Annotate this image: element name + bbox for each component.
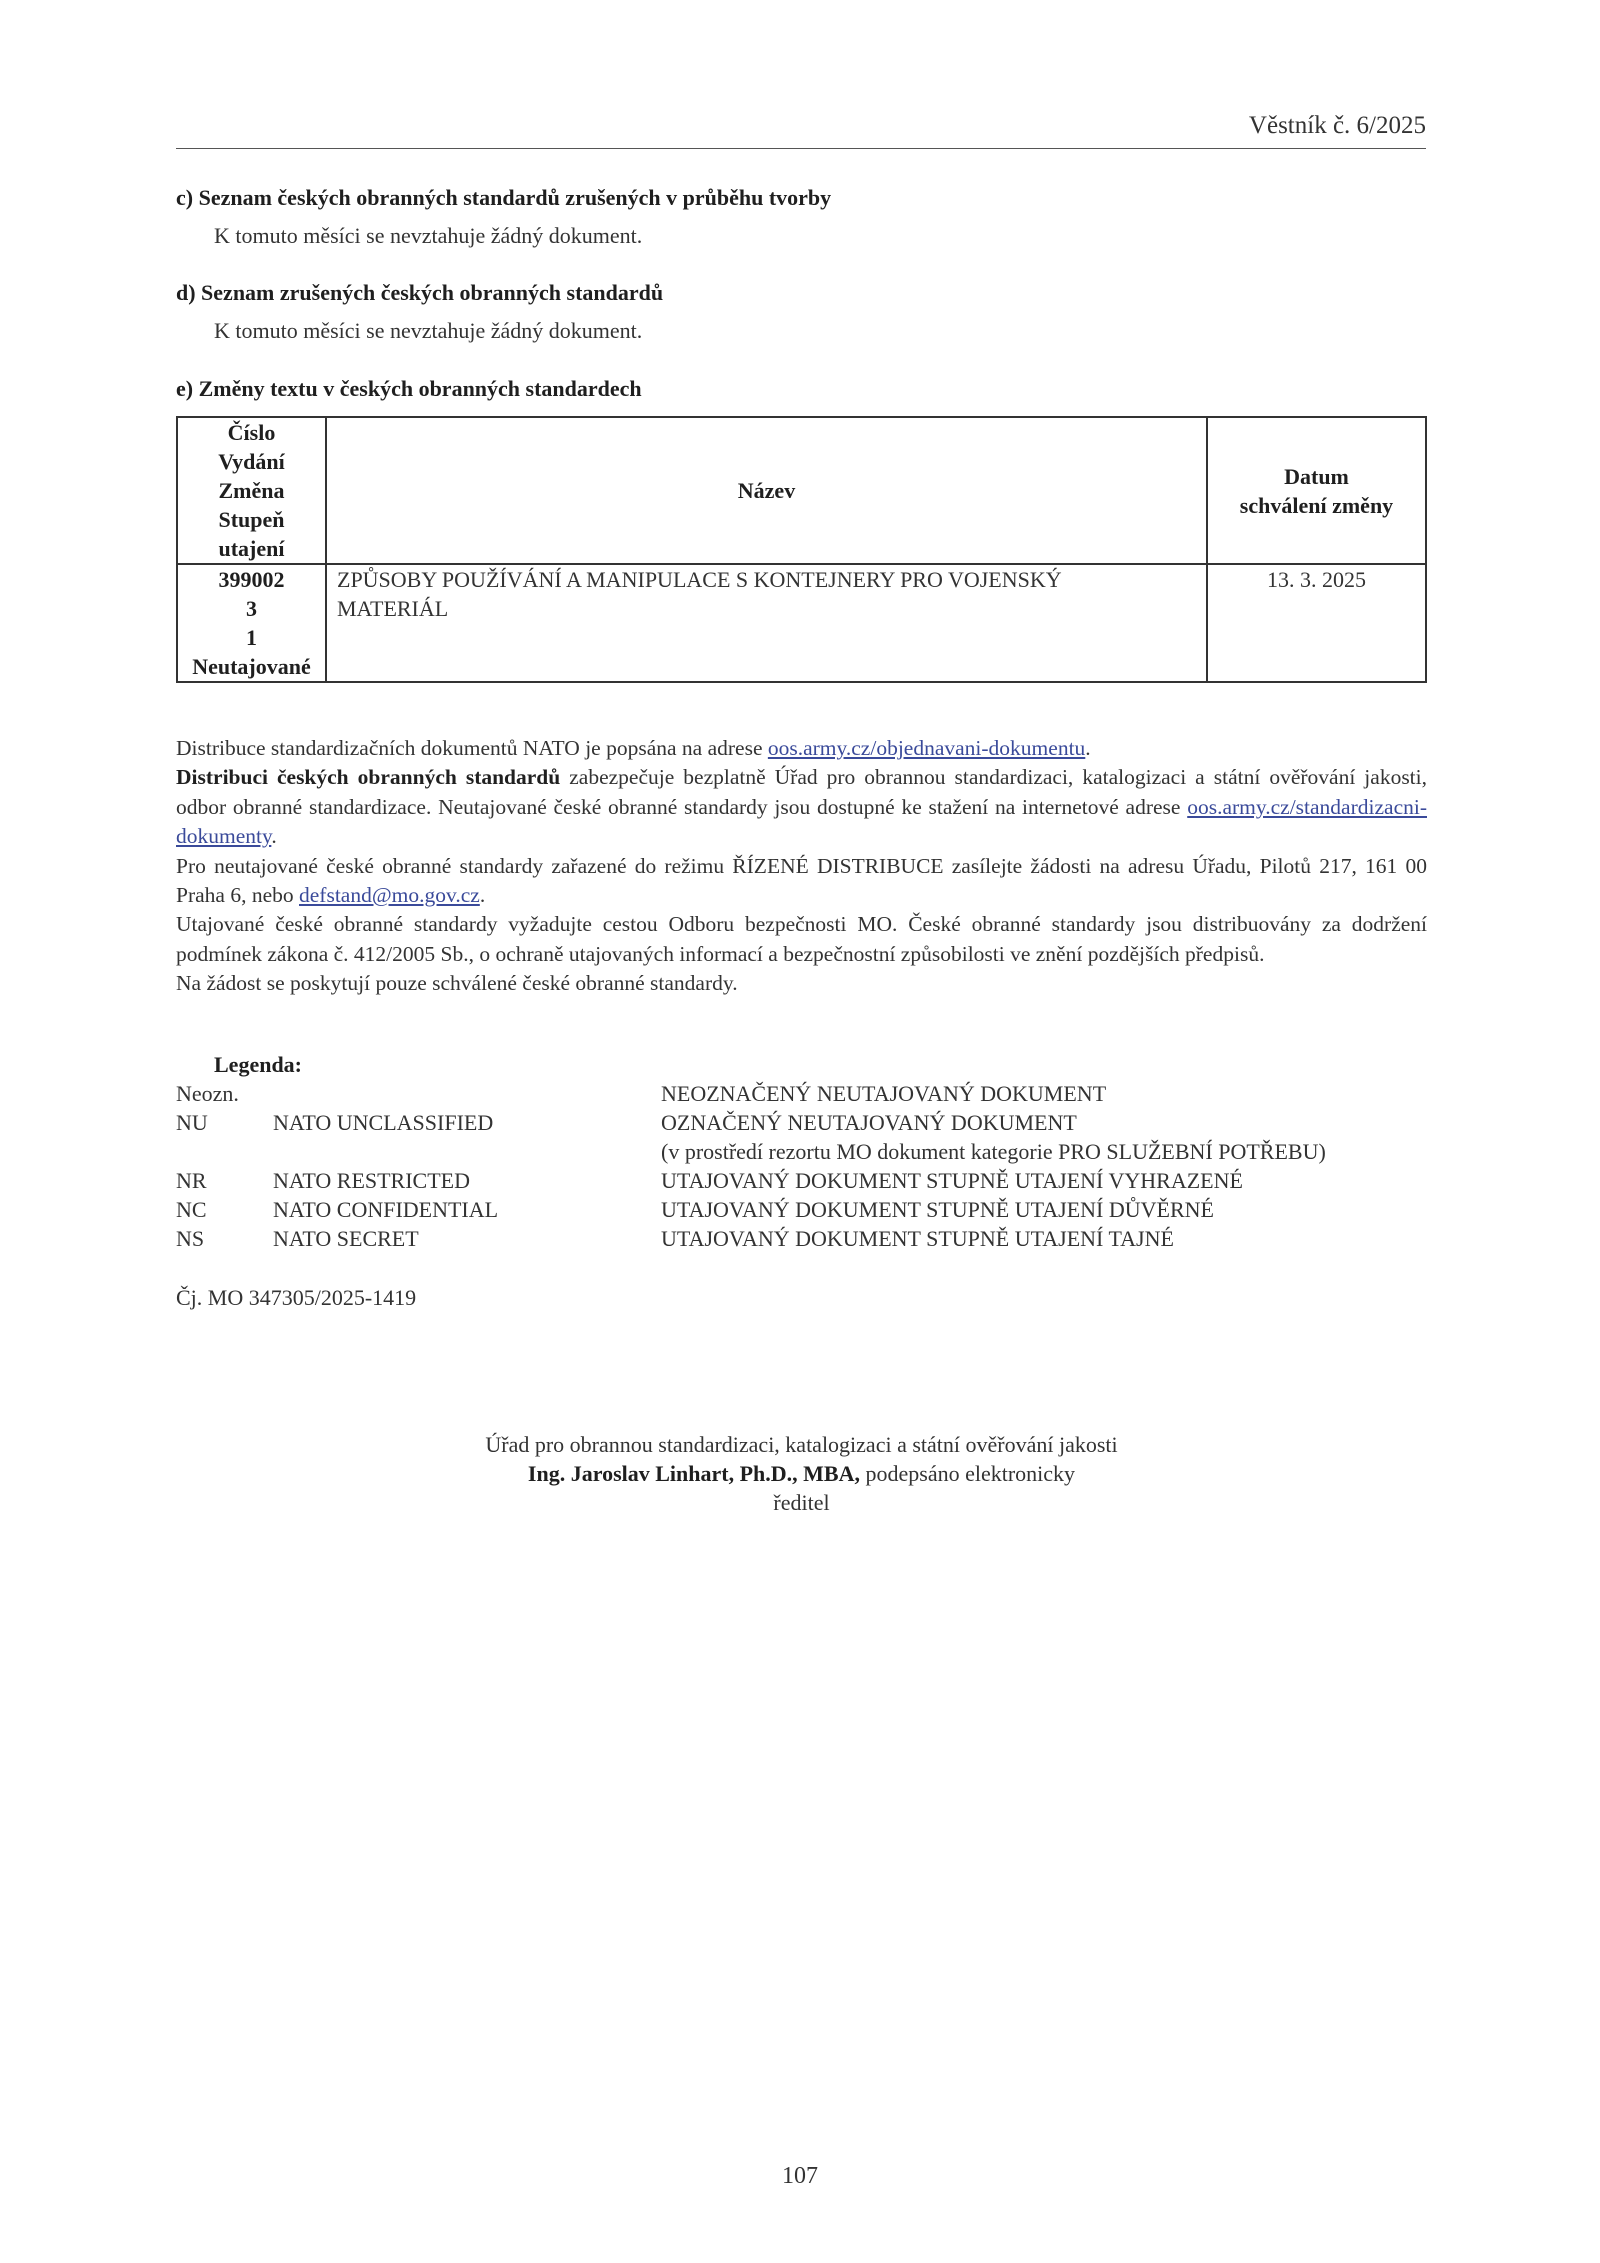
legend-row xyxy=(176,1168,1427,1197)
signatory-role: ředitel xyxy=(773,1490,830,1515)
legend-nato-label: NATO CONFIDENTIAL xyxy=(273,1197,499,1222)
cell-number: 399002 3 1 Neutajované xyxy=(177,564,326,682)
legend-code: NR xyxy=(176,1168,207,1193)
legend-code: NS xyxy=(176,1226,205,1251)
section-d-text: K tomuto měsíci se nevztahuje žádný dokument. xyxy=(214,318,643,343)
cell-date: 13. 3. 2025 xyxy=(1207,564,1426,682)
legend-nato-label: NATO RESTRICTED xyxy=(273,1168,470,1193)
bulletin-title: Věstník č. 6/2025 xyxy=(1248,112,1426,139)
legend-nato-label: NATO SECRET xyxy=(273,1226,419,1251)
legend-czech-label: UTAJOVANÝ DOKUMENT STUPNĚ UTAJENÍ VYHRAZENÉ xyxy=(661,1168,1243,1193)
legend-code: NC xyxy=(176,1197,207,1222)
table-header-row xyxy=(177,417,1426,564)
amendments-table xyxy=(176,416,1427,683)
approved-only-paragraph: Na žádost se poskytují pouze schválené české obranné standardy. xyxy=(176,971,738,996)
standards-download-link[interactable]: oos.army.cz/standardizacni-dokumenty xyxy=(176,794,1427,849)
legend-code: Neozn. xyxy=(176,1081,239,1106)
legend-row xyxy=(176,1081,1427,1110)
table-row xyxy=(177,564,1426,682)
signature-method: podepsáno elektronicky xyxy=(860,1461,1076,1486)
legend-czech-label: UTAJOVANÝ DOKUMENT STUPNĚ UTAJENÍ TAJNÉ xyxy=(661,1226,1174,1251)
controlled-distribution-paragraph: Pro neutajované české obranné standardy zařazené do režimu ŘÍZENÉ DISTRIBUCE zasílejte žádosti na adresu Úřadu, Pilotů 217, 161 00 Praha 6, nebo defstand@mo.gov.cz. xyxy=(176,853,1427,908)
legend-czech-label: NEOZNAČENÝ NEUTAJOVANÝ DOKUMENT xyxy=(661,1081,1107,1106)
signature-office: Úřad pro obrannou standardizaci, katalogizaci a státní ověřování jakosti xyxy=(485,1432,1118,1457)
header-cell-name: Název xyxy=(326,417,1207,564)
distribution-info xyxy=(176,734,1427,999)
signature-name-line xyxy=(176,1461,1427,1487)
section-c-title: c) Seznam českých obranných standardů zrušených v průběhu tvorby xyxy=(176,185,832,210)
legend-row xyxy=(176,1110,1427,1139)
legend-nato-label: NATO UNCLASSIFIED xyxy=(273,1110,494,1135)
header-cell-number: Číslo Vydání Změna Stupeň utajení xyxy=(177,417,326,564)
signatory-name: Ing. Jaroslav Linhart, Ph.D., MBA, xyxy=(527,1461,860,1486)
legend-code: NU xyxy=(176,1110,208,1135)
nato-ordering-link[interactable]: oos.army.cz/objednavani-dokumentu xyxy=(767,736,1086,760)
cell-name: ZPŮSOBY POUŽÍVÁNÍ A MANIPULACE S KONTEJNERY PRO VOJENSKÝ MATERIÁL xyxy=(326,564,1207,682)
section-c-text: K tomuto měsíci se nevztahuje žádný dokument. xyxy=(214,223,643,248)
nato-distribution-paragraph: Distribuce standardizačních dokumentů NATO je popsána na adrese oos.army.cz/objednavani-dokumentu. xyxy=(176,736,1091,760)
legend-row xyxy=(176,1197,1427,1226)
defstand-email-link[interactable]: defstand@mo.gov.cz xyxy=(299,883,480,908)
legend-czech-label: (v prostředí rezortu MO dokument kategorie PRO SLUŽEBNÍ POTŘEBU) xyxy=(661,1139,1326,1164)
section-e-title: e) Změny textu v českých obranných standardech xyxy=(176,376,642,401)
reference-number: Čj. MO 347305/2025-1419 xyxy=(176,1285,417,1310)
header-cell-date: Datum schválení změny xyxy=(1207,417,1426,564)
legend-title: Legenda: xyxy=(214,1052,302,1077)
classified-standards-paragraph: Utajované české obranné standardy vyžadujte cestou Odboru bezpečnosti MO. České obranné standardy jsou distribuovány za dodržení podmínek zákona č. 412/2005 Sb., o ochraně utajovaných informací a bezpečnostní způsobilosti ve znění pozdějších předpisů. xyxy=(176,912,1427,966)
czech-distribution-paragraph: Distribuci českých obranných standardů zabezpečuje bezplatně Úřad pro obrannou standardizaci, katalogizaci a státní ověřování jakosti, odbor obranné standardizace. Neutajované české obranné standardy jsou dostupné ke stažení na internetové adrese oos.army.cz/standardizacni-dokumenty. xyxy=(176,765,1428,849)
legend-row xyxy=(176,1226,1427,1255)
legend-czech-label: OZNAČENÝ NEUTAJOVANÝ DOKUMENT xyxy=(661,1110,1077,1135)
section-d-title: d) Seznam zrušených českých obranných standardů xyxy=(176,280,664,305)
page-number: 107 xyxy=(782,2163,818,2189)
legend-row xyxy=(176,1139,1427,1168)
page-header xyxy=(176,112,1426,149)
legend-czech-label: UTAJOVANÝ DOKUMENT STUPNĚ UTAJENÍ DŮVĚRNÉ xyxy=(661,1197,1214,1222)
